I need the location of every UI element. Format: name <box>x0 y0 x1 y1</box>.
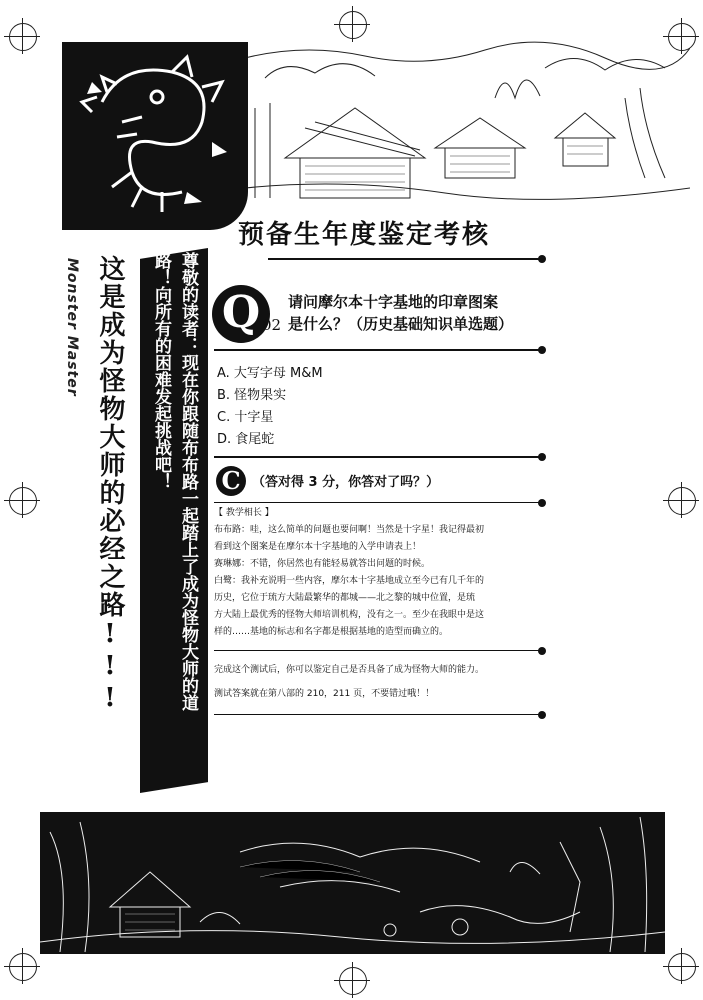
notes-rule <box>214 650 540 651</box>
answer-line: 【 教学相长 】 <box>214 508 274 518</box>
slogan-text: 这是成为怪物大师的必经之路!!! <box>95 255 125 715</box>
crop-mark-bottom-left <box>4 948 40 984</box>
option-d: D. 食尾蛇 <box>217 432 275 447</box>
title-rule <box>268 258 540 260</box>
greeting-text-col2: 路！向所有的困难发起挑战吧！ <box>151 252 171 490</box>
answer-rule <box>214 502 540 503</box>
question-text <box>288 291 550 335</box>
options-rule-dot <box>538 453 546 461</box>
option-a: A. 大写字母 M&M <box>217 366 323 381</box>
greeting-text-col1: 尊敬的读者：现在你跟随布布路一起踏上了成为怪物大师的道 <box>178 252 198 711</box>
footer-rule-dot <box>538 711 546 719</box>
answer-line: 布布路：哇，这么简单的问题也要问啊！当然是十字星！我记得最初 <box>214 525 485 535</box>
crop-mark-top-left <box>4 18 40 54</box>
answer-line: 历史，它位于琉方大陆最繁华的都城——北之黎的城中位置，是琉 <box>214 593 476 603</box>
answer-explanation <box>214 505 550 641</box>
forest-illustration <box>40 812 665 954</box>
option-b: B. 怪物果实 <box>217 388 287 403</box>
village-illustration <box>245 38 690 208</box>
answer-line: 赛琳娜：不错，你居然也有能轻易就答出问题的时候。 <box>214 559 431 569</box>
crop-mark-bottom-right <box>663 948 699 984</box>
answer-badge: C <box>216 466 246 496</box>
title-rule-dot <box>538 255 546 263</box>
crop-mark-top-center <box>334 6 370 42</box>
section-title: 预备生年度鉴定考核 <box>238 220 491 250</box>
options-rule <box>214 456 540 458</box>
footer-note-line1: 完成这个测试后，你可以鉴定自己是否具备了成为怪物大师的能力。 <box>214 665 485 675</box>
answer-title: （答对得 3 分，你答对了吗？） <box>252 475 440 490</box>
footer-notes <box>214 658 550 706</box>
crop-mark-mid-right <box>663 482 699 518</box>
answer-line: 白鹭：我补充说明一些内容，摩尔本十字基地成立至今已有几千年的 <box>214 576 485 586</box>
footer-rule <box>214 714 540 715</box>
question-text-line2: 是什么？（历史基础知识单选题） <box>288 315 514 333</box>
question-number: 02 <box>262 316 282 334</box>
question-text-line1: 请问摩尔本十字基地的印章图案 <box>288 293 499 311</box>
question-badge: Q <box>212 285 270 343</box>
footer-note-line2: 测试答案就在第八部的 210，211 页，不要错过哦！！ <box>214 689 435 699</box>
option-c: C. 十字星 <box>217 410 274 425</box>
answer-line: 样的……基地的标志和名字都是根据基地的造型而确立的。 <box>214 627 449 637</box>
crop-mark-bottom-center <box>334 962 370 998</box>
notes-rule-dot <box>538 647 546 655</box>
question-rule-dot <box>538 346 546 354</box>
dragon-logo-icon <box>62 42 248 230</box>
crop-mark-mid-left <box>4 482 40 518</box>
answer-line: 方大陆上最优秀的怪物大师培训机构，没有之一。至少在我眼中是这 <box>214 610 485 620</box>
answer-line: 看到这个图案是在摩尔本十字基地的入学申请表上！ <box>214 542 422 552</box>
question-rule <box>214 349 540 351</box>
brand-script-logo: Monster Master <box>64 258 80 397</box>
